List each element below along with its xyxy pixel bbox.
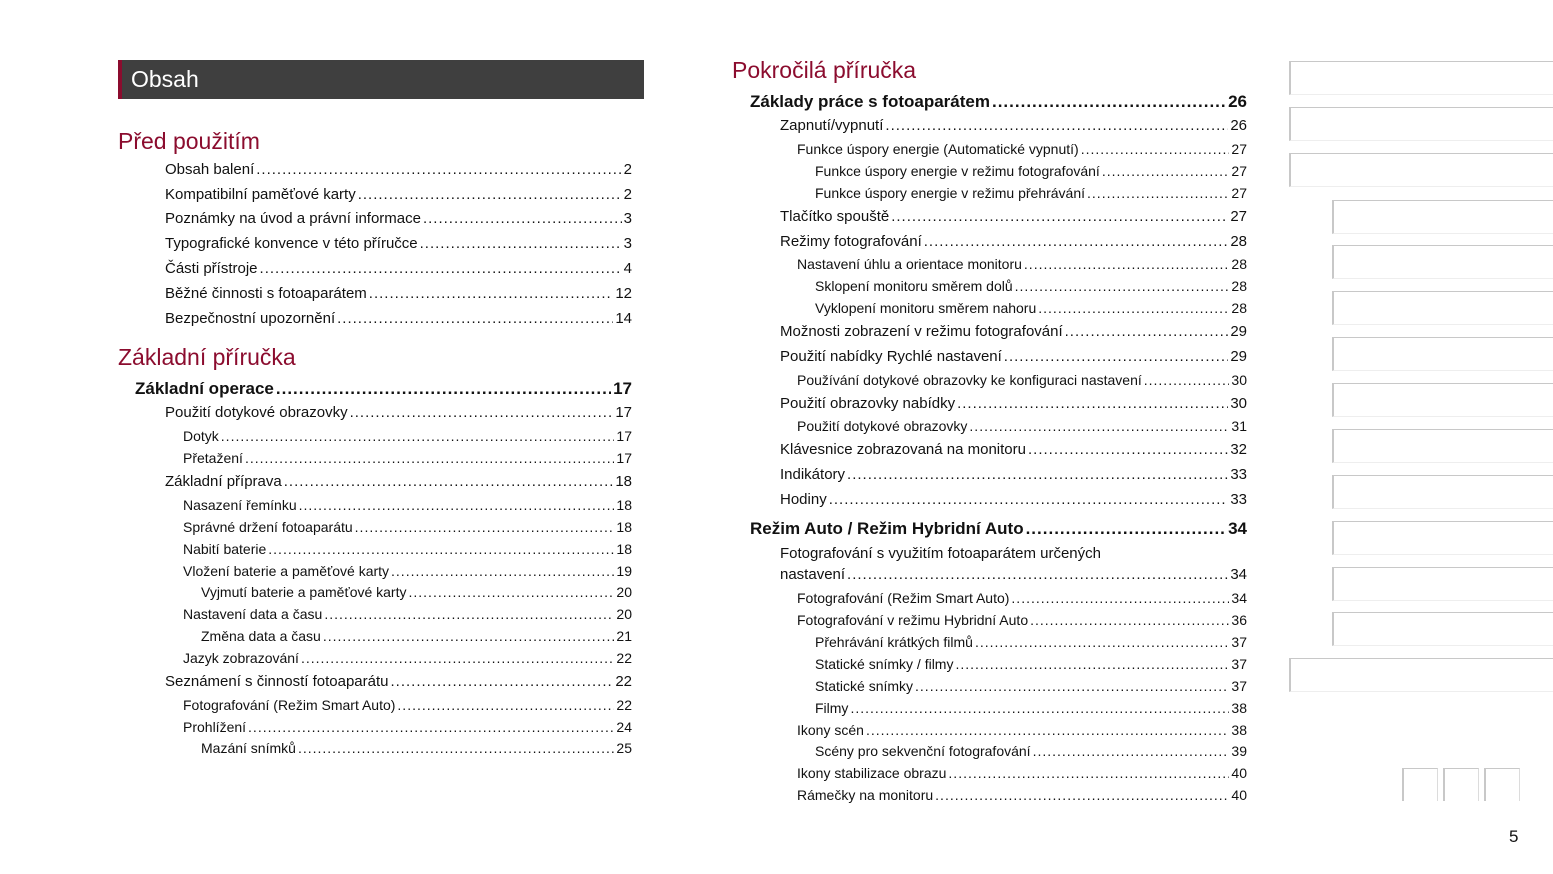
toc-entry[interactable]: Kompatibilní paměťové karty ..... 2 — [165, 186, 632, 203]
nav-tab[interactable] — [1332, 383, 1553, 417]
toc-entry[interactable]: Filmy ..... 38 — [815, 700, 1247, 716]
toc-entry[interactable]: Funkce úspory energie (Automatické vypnutí) ..... 27 — [797, 141, 1247, 157]
toc-entry[interactable]: Nasazení řemínku ..... 18 — [183, 497, 632, 513]
toc-title-bar — [118, 60, 644, 99]
section-heading-pred-pouzitim: Před použitím — [118, 128, 260, 154]
toc-entry[interactable]: Scény pro sekvenční fotografování ..... 39 — [815, 743, 1247, 759]
nav-tab[interactable] — [1332, 429, 1553, 463]
nav-button-back[interactable] — [1443, 768, 1479, 801]
toc-entry[interactable]: Indikátory ..... 33 — [780, 466, 1247, 483]
toc-entry[interactable]: Přehrávání krátkých filmů ..... 37 — [815, 634, 1247, 650]
toc-entry[interactable]: Vyjmutí baterie a paměťové karty ..... 20 — [201, 584, 632, 600]
toc-entry[interactable]: nastavení ..... 34 — [780, 566, 1247, 583]
nav-tab[interactable] — [1289, 61, 1553, 95]
toc-entry[interactable]: Fotografování v režimu Hybridní Auto ..... 36 — [797, 612, 1247, 628]
toc-entry[interactable]: Části přístroje ..... 4 — [165, 260, 632, 277]
toc-entry[interactable]: Běžné činnosti s fotoaparátem ..... 12 — [165, 285, 632, 302]
toc-entry[interactable]: Vložení baterie a paměťové karty ..... 19 — [183, 563, 632, 579]
toc-entry[interactable]: Použití obrazovky nabídky ..... 30 — [780, 395, 1247, 412]
toc-entry[interactable]: Poznámky na úvod a právní informace ..... 3 — [165, 210, 632, 227]
toc-entry[interactable]: Rámečky na monitoru ..... 40 — [797, 787, 1247, 803]
toc-entry[interactable]: Přetažení ..... 17 — [183, 450, 632, 466]
toc-entry[interactable]: Dotyk ..... 17 — [183, 428, 632, 444]
nav-tab[interactable] — [1332, 245, 1553, 279]
toc-entry[interactable]: Statické snímky ..... 37 — [815, 678, 1247, 694]
toc-entry[interactable]: Změna data a času ..... 21 — [201, 628, 632, 644]
nav-tab[interactable] — [1332, 475, 1553, 509]
toc-entry[interactable]: Použití dotykové obrazovky ..... 17 — [165, 404, 632, 421]
nav-tab[interactable] — [1289, 107, 1553, 141]
nav-button-forward[interactable] — [1484, 768, 1520, 801]
nav-tab[interactable] — [1289, 658, 1553, 692]
nav-tab[interactable] — [1332, 291, 1553, 325]
toc-entry[interactable]: Tlačítko spouště ..... 27 — [780, 208, 1247, 225]
toc-entry[interactable]: Typografické konvence v této příručce ..... 3 — [165, 235, 632, 252]
toc-entry[interactable]: Nastavení úhlu a orientace monitoru ..... 28 — [797, 256, 1247, 272]
nav-tab[interactable] — [1332, 200, 1553, 234]
toc-entry[interactable]: Klávesnice zobrazovaná na monitoru ..... 32 — [780, 441, 1247, 458]
toc-entry[interactable]: Fotografování (Režim Smart Auto) ..... 34 — [797, 590, 1247, 606]
toc-entry-wrapped-line[interactable]: Fotografování s využitím fotoaparátem určených — [780, 545, 1101, 562]
toc-entry[interactable]: Ikony scén ..... 38 — [797, 722, 1247, 738]
nav-tab[interactable] — [1332, 337, 1553, 371]
section-heading-pokrocila-prirucka: Pokročilá příručka — [732, 57, 917, 83]
toc-entry[interactable]: Sklopení monitoru směrem dolů ..... 28 — [815, 278, 1247, 294]
toc-entry[interactable]: Vyklopení monitoru směrem nahoru ..... 28 — [815, 300, 1247, 316]
toc-entry[interactable]: Prohlížení ..... 24 — [183, 719, 632, 735]
toc-entry[interactable]: Statické snímky / filmy ..... 37 — [815, 656, 1247, 672]
toc-entry[interactable]: Seznámení s činností fotoaparátu ..... 22 — [165, 673, 632, 690]
toc-entry[interactable]: Použití nabídky Rychlé nastavení ..... 29 — [780, 348, 1247, 365]
toc-entry[interactable]: Mazání snímků ..... 25 — [201, 740, 632, 756]
toc-entry[interactable]: Funkce úspory energie v režimu fotografování ..... 27 — [815, 163, 1247, 179]
toc-entry[interactable]: Fotografování (Režim Smart Auto) ..... 22 — [183, 697, 632, 713]
section-heading-zakladni-prirucka: Základní příručka — [118, 344, 296, 370]
nav-tab[interactable] — [1332, 567, 1553, 601]
toc-entry[interactable]: Zapnutí/vypnutí ..... 26 — [780, 117, 1247, 134]
toc-entry[interactable]: Základní příprava ..... 18 — [165, 473, 632, 490]
toc-entry[interactable]: Správné držení fotoaparátu ..... 18 — [183, 519, 632, 535]
toc-entry[interactable]: Používání dotykové obrazovky ke konfiguraci nastavení ..... 30 — [797, 372, 1247, 388]
nav-tab[interactable] — [1332, 521, 1553, 555]
toc-entry[interactable]: Použití dotykové obrazovky ..... 31 — [797, 418, 1247, 434]
toc-entry[interactable]: Možnosti zobrazení v režimu fotografování ..... 29 — [780, 323, 1247, 340]
toc-entry[interactable]: Hodiny ..... 33 — [780, 491, 1247, 508]
nav-button-home[interactable] — [1402, 768, 1438, 801]
toc-entry[interactable]: Ikony stabilizace obrazu ..... 40 — [797, 765, 1247, 781]
toc-entry[interactable]: Bezpečnostní upozornění ..... 14 — [165, 310, 632, 327]
toc-entry[interactable]: Jazyk zobrazování ..... 22 — [183, 650, 632, 666]
nav-tab[interactable] — [1332, 612, 1553, 646]
page-number: 5 — [1509, 827, 1519, 846]
toc-entry[interactable]: Obsah balení ..... 2 — [165, 161, 632, 178]
toc-entry[interactable]: Nabití baterie ..... 18 — [183, 541, 632, 557]
nav-tab[interactable] — [1289, 153, 1553, 187]
toc-entry[interactable]: Funkce úspory energie v režimu přehrávání ..... 27 — [815, 185, 1247, 201]
toc-entry[interactable]: Základy práce s fotoaparátem ..... 26 — [750, 92, 1247, 112]
toc-entry[interactable]: Nastavení data a času ..... 20 — [183, 606, 632, 622]
toc-entry[interactable]: Režimy fotografování ..... 28 — [780, 233, 1247, 250]
toc-entry[interactable]: Režim Auto / Režim Hybridní Auto ..... 34 — [750, 519, 1247, 539]
toc-entry[interactable]: Základní operace ..... 17 — [135, 379, 632, 399]
toc-title: Obsah — [131, 66, 199, 92]
